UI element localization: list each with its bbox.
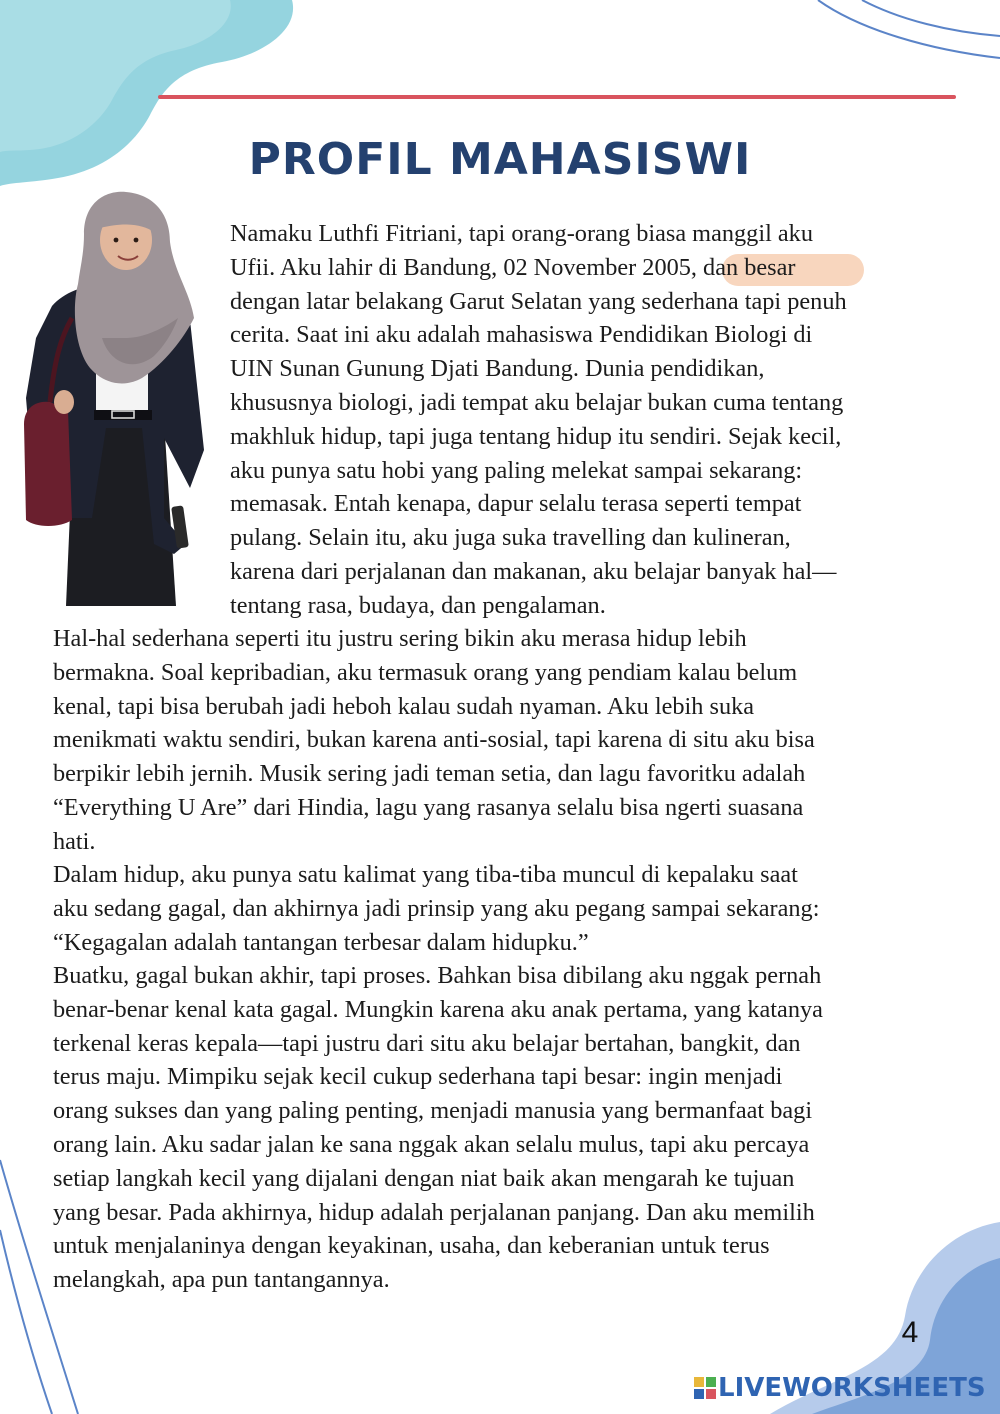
paragraph-line: orang lain. Aku sadar jalan ke sana nggak akan selalu mulus, tapi aku percaya	[53, 1130, 810, 1158]
paragraph-line: terus maju. Mimpiku sejak kecil cukup sederhana tapi besar: ingin menjadi	[53, 1063, 783, 1091]
intro-line: khususnya biologi, jadi tempat aku belajar bukan cuma tentang	[230, 388, 844, 416]
intro-line: aku punya satu hobi yang paling melekat sampai sekarang:	[230, 456, 803, 484]
paragraph-line: bermakna. Soal kepribadian, aku termasuk orang yang pendiam kalau belum	[53, 658, 798, 686]
paragraph-line: orang sukses dan yang paling penting, menjadi manusia yang bermanfaat bagi	[53, 1097, 813, 1125]
paragraph-line: kenal, tapi bisa berubah jadi heboh kalau sudah nyaman. Aku lebih suka	[53, 692, 755, 720]
dreams-paragraph	[53, 959, 970, 1297]
paragraph-line: Dalam hidup, aku punya satu kalimat yang tiba-tiba muncul di kepalaku saat	[53, 861, 798, 888]
liveworksheets-brand[interactable]	[694, 1373, 986, 1403]
intro-line: UIN Sunan Gunung Djati Bandung. Dunia pendidikan,	[230, 355, 765, 383]
paragraph-line: Hal-hal sederhana seperti itu justru sering bikin aku merasa hidup lebih	[53, 625, 747, 652]
intro-line: makhluk hidup, tapi juga tentang hidup itu sendiri. Sejak kecil,	[230, 422, 842, 450]
paragraph-line: benar-benar kenal kata gagal. Mungkin karena aku anak pertama, yang katanya	[53, 995, 823, 1023]
paragraph-line: Buatku, gagal bukan akhir, tapi proses. Bahkan bisa dibilang aku nggak pernah	[53, 962, 822, 989]
top-red-divider	[158, 95, 956, 99]
student-portrait-icon	[14, 188, 210, 606]
paragraph-line: melangkah, apa pun tantangannya.	[53, 1266, 390, 1294]
top-right-line-1	[818, 0, 1000, 58]
quote-line: “Kegagalan adalah tantangan terbesar dalam hidupku.”	[53, 928, 589, 956]
page-number: 4	[901, 1316, 919, 1349]
brand-name: LIVEWORKSHEETS	[718, 1373, 986, 1403]
paragraph-line: yang besar. Pada akhirnya, hidup adalah perjalanan panjang. Dan aku memilih	[53, 1198, 815, 1226]
intro-line: Namaku Luthfi Fitriani, tapi orang-orang biasa manggil aku	[230, 220, 813, 247]
paragraph-line: hati.	[53, 827, 96, 855]
intro-paragraph	[230, 217, 970, 623]
top-right-line-2	[862, 0, 1000, 36]
left-line-2	[0, 1230, 52, 1414]
paragraph-line: menikmati waktu sendiri, bukan karena anti-sosial, tapi karena di situ aku bisa	[53, 726, 815, 754]
intro-line: pulang. Selain itu, aku juga suka travelling dan kulineran,	[230, 524, 791, 552]
page-title: PROFIL MAHASISWI	[248, 134, 752, 185]
paragraph-line: berpikir lebih jernih. Musik sering jadi teman setia, dan lagu favoritku adalah	[53, 760, 806, 788]
personality-paragraph	[53, 622, 970, 859]
intro-line: memasak. Entah kenapa, dapur selalu terasa seperti tempat	[230, 490, 802, 518]
intro-line: tentang rasa, budaya, dan pengalaman.	[230, 591, 606, 619]
principle-paragraph	[53, 858, 970, 959]
paragraph-line: aku sedang gagal, dan akhirnya jadi prinsip yang aku pegang sampai sekarang:	[53, 894, 820, 922]
intro-line: karena dari perjalanan dan makanan, aku belajar banyak hal—	[230, 557, 837, 585]
intro-line: dengan latar belakang Garut Selatan yang sederhana tapi penuh	[230, 287, 847, 315]
paragraph-line: “Everything U Are” dari Hindia, lagu yang rasanya selalu bisa ngerti suasana	[53, 793, 804, 821]
paragraph-line: setiap langkah kecil yang dijalani dengan niat baik akan mengarah ke tujuan	[53, 1164, 795, 1192]
intro-line: Ufii. Aku lahir di Bandung, 02 November 2005, dan besar	[230, 253, 796, 281]
liveworksheets-logo-icon	[694, 1377, 716, 1399]
paragraph-line: untuk menjalaninya dengan keyakinan, usaha, dan keberanian untuk terus	[53, 1232, 770, 1260]
paragraph-line: terkenal keras kepala—tapi justru dari situ aku belajar bertahan, bangkit, dan	[53, 1029, 801, 1057]
intro-line: cerita. Saat ini aku adalah mahasiswa Pendidikan Biologi di	[230, 321, 813, 349]
